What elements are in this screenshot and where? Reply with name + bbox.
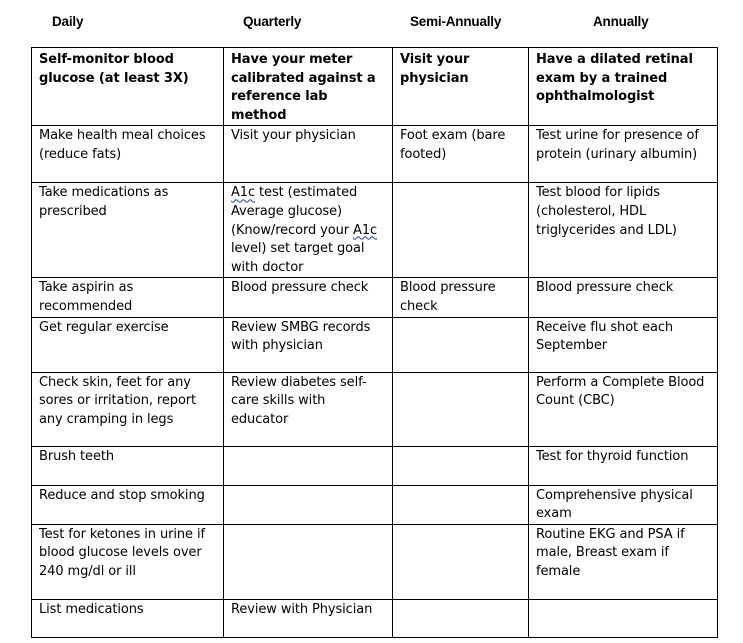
care-schedule-table xyxy=(31,47,718,638)
table-cell: Have a dilated retinal exam by a trained ophthalmologist xyxy=(529,48,718,126)
table-row xyxy=(32,599,718,637)
table-cell: Self-monitor blood glucose (at least 3X) xyxy=(32,48,224,126)
table-cell: Check skin, feet for any sores or irritation, report any cramping in legs xyxy=(32,372,224,446)
table-cell: Test blood for lipids (cholesterol, HDL triglycerides and LDL) xyxy=(529,183,718,278)
table-cell: Test urine for presence of protein (urinary albumin) xyxy=(529,126,718,183)
table-cell: Comprehensive physical exam xyxy=(529,485,718,524)
table-cell: List medications xyxy=(32,599,224,637)
table-cell xyxy=(224,485,393,524)
table-cell xyxy=(393,524,529,599)
table-row xyxy=(32,485,718,524)
table-cell xyxy=(529,599,718,637)
header-annually: Annually xyxy=(593,14,649,29)
table-cell: Foot exam (bare footed) xyxy=(393,126,529,183)
header-semi-annually: Semi-Annually xyxy=(410,14,502,29)
table-cell: Reduce and stop smoking xyxy=(32,485,224,524)
table-cell: Have your meter calibrated against a reference lab method xyxy=(224,48,393,126)
table-row xyxy=(32,126,718,183)
table-cell: Make health meal choices (reduce fats) xyxy=(32,126,224,183)
table-cell: Blood pressure check xyxy=(393,278,529,317)
table-row xyxy=(32,372,718,446)
spellcheck-underline: A1c xyxy=(353,222,378,238)
table-cell: Visit your physician xyxy=(393,48,529,126)
table-cell: Receive flu shot each September xyxy=(529,317,718,372)
table-cell: Visit your physician xyxy=(224,126,393,183)
table-row xyxy=(32,48,718,126)
table-row xyxy=(32,278,718,317)
table-cell xyxy=(224,524,393,599)
table-cell: Test for ketones in urine if blood glucose levels over 240 mg/dl or ill xyxy=(32,524,224,599)
table-cell: Take medications as prescribed xyxy=(32,183,224,278)
table-row xyxy=(32,317,718,372)
table-row xyxy=(32,446,718,485)
table-cell xyxy=(393,183,529,278)
spellcheck-underline: A1c xyxy=(231,185,256,201)
table-cell xyxy=(393,317,529,372)
table-cell: Review with Physician xyxy=(224,599,393,637)
table-cell: Routine EKG and PSA if male, Breast exam if female xyxy=(529,524,718,599)
table-row xyxy=(32,524,718,599)
table-cell: Take aspirin as recommended xyxy=(32,278,224,317)
table-row xyxy=(32,183,718,278)
table-cell: Brush teeth xyxy=(32,446,224,485)
table-cell: Blood pressure check xyxy=(529,278,718,317)
table-cell xyxy=(393,599,529,637)
table-cell: Review diabetes self-care skills with educator xyxy=(224,372,393,446)
table-cell: Test for thyroid function xyxy=(529,446,718,485)
table-cell xyxy=(393,372,529,446)
table-cell: Get regular exercise xyxy=(32,317,224,372)
table-cell xyxy=(393,446,529,485)
table-cell xyxy=(224,446,393,485)
header-daily: Daily xyxy=(52,14,84,29)
table-cell: Perform a Complete Blood Count (CBC) xyxy=(529,372,718,446)
table-cell: Review SMBG records with physician xyxy=(224,317,393,372)
header-quarterly: Quarterly xyxy=(243,14,302,29)
table-cell: A1c test (estimated Average glucose) (Know/record your A1c level) set target goal with doctor xyxy=(224,183,393,278)
table-cell xyxy=(393,485,529,524)
table-cell: Blood pressure check xyxy=(224,278,393,317)
